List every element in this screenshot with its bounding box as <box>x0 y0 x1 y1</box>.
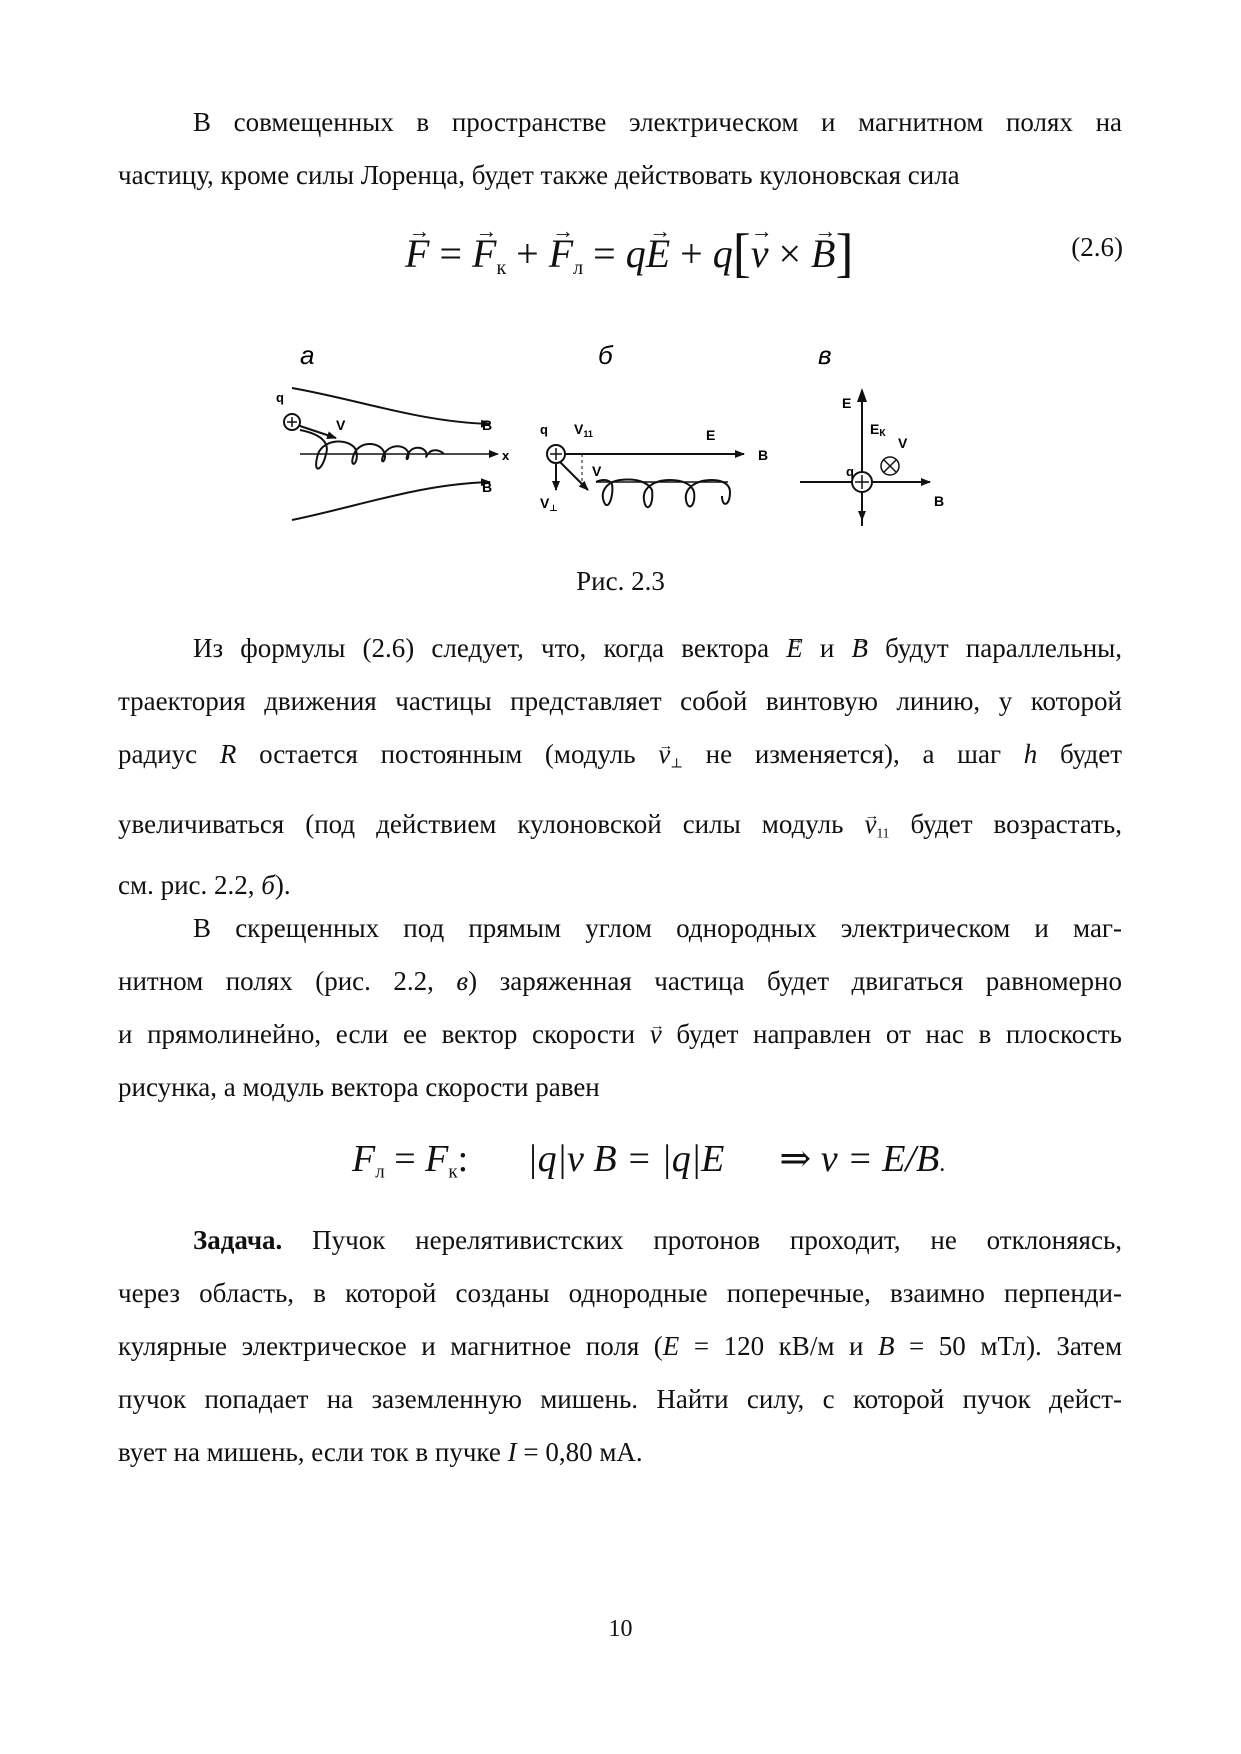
label-x: x <box>502 448 510 463</box>
label-v: V <box>592 463 602 479</box>
helix-trajectory <box>300 430 444 469</box>
text-line: В совмещенных в пространстве электрическом и магнитном полях на <box>193 107 1122 137</box>
label-b: B <box>934 493 945 509</box>
eq-operator: + <box>516 231 539 276</box>
label-v: V <box>336 417 346 433</box>
eq-symbol: → v <box>751 230 769 277</box>
label-b-bottom: B <box>482 479 493 495</box>
eq-operator: = <box>593 231 616 276</box>
text-line: рисунка, а модуль вектора скорости равен <box>118 1072 600 1102</box>
eq-result: ⇒ ν = E/B <box>779 1138 940 1180</box>
label-q: q <box>276 390 284 405</box>
eq-operator: : <box>457 1138 469 1180</box>
label-e: E <box>706 427 716 443</box>
panel-b-diagram <box>540 421 768 513</box>
text-line: Задача. Пучок нерелятивистских протонов проходит, не отклоняясь, <box>193 1225 1123 1255</box>
text-line: через область, в которой созданы однородные поперечные, взаимно перпенди- <box>118 1278 1122 1308</box>
text-line: и прямолинейно, если ее вектор скорости → v будет направлен от нас в плоскость <box>118 1008 1122 1061</box>
panel-label-b: б <box>598 340 613 370</box>
text-line: частицу, кроме силы Лоренца, будет также действовать кулоновская сила <box>118 160 960 190</box>
eq-subscript: к <box>496 257 507 279</box>
text-line: радиус R остается постоянным (модуль → $v_\perp$ не изменяется), а шаг h будет <box>118 728 1122 790</box>
eq-operator: = <box>394 1138 416 1180</box>
panel-v-diagram <box>800 388 944 526</box>
label-q: q <box>846 464 854 479</box>
eq-subscript: л <box>375 1161 385 1183</box>
eq-dot: . <box>939 1151 946 1177</box>
text-line: пучок попадает на заземленную мишень. Найти силу, с которой пучок дейст- <box>118 1384 1122 1414</box>
eq-symbol: → E <box>646 230 670 277</box>
label-b: B <box>758 447 769 463</box>
page-number: 10 <box>608 1616 633 1642</box>
panel-label-v: в <box>818 340 832 370</box>
text-line: Из формулы (2.6) следует, что, когда вектора → E и → B будут параллельны, <box>118 622 1122 675</box>
eq-symbol: → F <box>549 230 573 277</box>
panel-label-a: а <box>300 340 315 370</box>
eq-symbol: F <box>352 1138 376 1180</box>
field-line-top <box>292 388 490 424</box>
e-arrowhead <box>857 388 867 402</box>
label-e-k: EК <box>870 421 886 439</box>
label-q: q <box>540 422 548 437</box>
bracket-left: [ <box>732 223 751 283</box>
text-line: В скрещенных под прямым углом однородных электрическом и маг- <box>193 913 1122 943</box>
eq-symbol: → B <box>811 230 835 277</box>
label-v-par: $V_{11}$ <box>574 421 593 439</box>
eq-symbol: → F <box>472 230 496 277</box>
eq-expression: |q|ν B = |q|E <box>527 1138 725 1180</box>
problem-statement <box>118 1214 1122 1479</box>
label-v: V <box>898 435 908 451</box>
eq-symbol: q <box>625 231 646 276</box>
panel-a-diagram <box>276 388 510 520</box>
text-line: кулярные электрическое и магнитное поля (E = 120 кВ/м и B = 50 мТл). Затем <box>118 1331 1123 1361</box>
v-arrow <box>560 462 588 490</box>
eq-operator: × <box>778 231 802 276</box>
eq-subscript: л <box>573 257 584 279</box>
bracket-right: ] <box>835 223 854 283</box>
figure-2-3 <box>0 330 1241 550</box>
eq-symbol: F <box>425 1138 449 1180</box>
text-line: траектория движения частицы представляет собой винтовую линию, у которой <box>118 686 1122 716</box>
eq-subscript: к <box>448 1161 458 1183</box>
label-v-perp: $V_\perp$ <box>540 495 558 513</box>
eq-symbol: → F <box>405 230 429 277</box>
field-line-bottom <box>292 482 490 520</box>
paragraph-intro <box>118 96 1122 202</box>
helix-trajectory <box>596 479 730 507</box>
figure-caption: Рис. 2.3 <box>576 566 665 596</box>
equation-number: (2.6) <box>1071 232 1123 262</box>
label-b-top: B <box>482 417 493 433</box>
text-line: вует на мишень, если ток в пучке I = 0,80 мА. <box>118 1437 643 1467</box>
paragraph-crossed-fields <box>118 902 1122 1114</box>
eq-operator: + <box>680 231 703 276</box>
paragraph-parallel-fields <box>118 622 1122 912</box>
eq-symbol: q <box>712 231 733 276</box>
label-e: E <box>842 395 852 411</box>
text-line: нитном полях (рис. 2.2, в) заряженная частица будет двигаться равномерно <box>118 966 1122 996</box>
text-line: см. рис. 2.2, б). <box>118 870 291 901</box>
eq-operator: = <box>439 231 462 276</box>
text-line: увеличиваться (под действием кулоновской силы модуль → $v_{11}$ будет возрастать, <box>118 798 1122 860</box>
